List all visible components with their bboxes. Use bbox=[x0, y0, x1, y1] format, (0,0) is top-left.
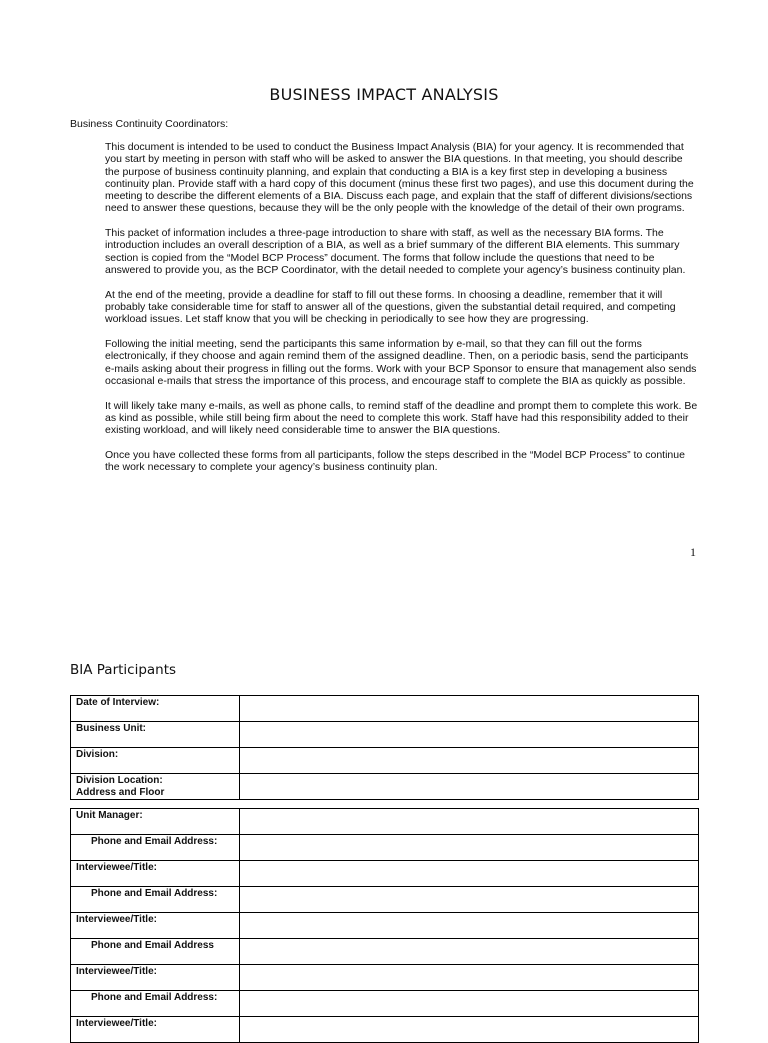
field-value-interviewee-title[interactable] bbox=[240, 965, 699, 991]
paragraph-next-steps: Once you have collected these forms from all participants, follow the steps described in the “Model BCP Process” to continue the work necessary to complete your agency’s business continuity plan. bbox=[105, 448, 685, 474]
addressee-line: Business Continuity Coordinators: bbox=[70, 118, 229, 130]
table-row bbox=[71, 965, 699, 991]
table-row bbox=[71, 939, 699, 965]
paragraph-deadline: At the end of the meeting, provide a deadline for staff to fill out these forms. In choosing a deadline, remember that it will probably take considerable time for staff to answer all of the questions, given the substantial detail required, and competing workload issues. Let staff know that you will be checking in periodically to see how they are progressing. bbox=[105, 288, 676, 326]
table-row bbox=[71, 887, 699, 913]
paragraph-follow-up: Following the initial meeting, send the participants this same information by e-mail, so that they can fill out the forms electronically, if they choose and again remind them of the assigned deadline. Then, on a periodic basis, send the participants e-mails asking about their progress in filling out the forms. Work with your BCP Sponsor to ensure that management also sends occasional e-mails that stress the importance of this process, and encourage staff to complete the BIA as quickly as possible. bbox=[105, 338, 697, 387]
field-label-interviewee-title: Interviewee/Title: bbox=[71, 913, 240, 939]
body-text bbox=[105, 141, 699, 486]
field-value-date-of-interview[interactable] bbox=[240, 696, 699, 722]
field-label-business-unit: Business Unit: bbox=[71, 722, 240, 748]
paragraph-packet-contents: This packet of information includes a three-page introduction to share with staff, as well as the necessary BIA forms. The introduction includes an overall description of a BIA, as well as a brief summary of the different BIA elements. This summary section is copied from the “Model BCP Process” document. The forms that follow include the questions that need to be answered to provide you, as the BCP Coordinator, with the detail needed to complete your agency’s business continuity plan. bbox=[105, 227, 686, 277]
field-label-division-location: Division Location: Address and Floor bbox=[71, 774, 240, 800]
page-number: 1 bbox=[690, 545, 696, 559]
field-label-division: Division: bbox=[71, 748, 240, 774]
field-value-unit-manager[interactable] bbox=[240, 809, 699, 835]
field-label-unit-manager: Unit Manager: bbox=[71, 809, 240, 835]
field-value-phone-email[interactable] bbox=[240, 939, 699, 965]
field-value-phone-email[interactable] bbox=[240, 887, 699, 913]
paragraph-reminders: It will likely take many e-mails, as well as phone calls, to remind staff of the deadline and prompt them to complete this work. Be as kind as possible, while still being firm about the need to complete this work. Staff have had this responsibility added to their existing workload, and will likely need considerable time to answer the BIA questions. bbox=[105, 399, 698, 437]
field-value-phone-email[interactable] bbox=[240, 835, 699, 861]
field-value-interviewee-title[interactable] bbox=[240, 913, 699, 939]
table-row bbox=[71, 696, 699, 722]
section-title: BIA Participants bbox=[70, 662, 177, 678]
field-label-phone-email: Phone and Email Address bbox=[71, 939, 240, 965]
business-unit-table bbox=[70, 695, 699, 800]
table-row bbox=[71, 861, 699, 887]
field-value-phone-email[interactable] bbox=[240, 991, 699, 1017]
field-value-business-unit[interactable] bbox=[240, 722, 699, 748]
document-title: BUSINESS IMPACT ANALYSIS bbox=[269, 85, 499, 104]
table-row bbox=[71, 835, 699, 861]
field-value-interviewee-title[interactable] bbox=[240, 1017, 699, 1043]
field-label-phone-email: Phone and Email Address: bbox=[71, 835, 240, 861]
table-row bbox=[71, 748, 699, 774]
field-value-division[interactable] bbox=[240, 748, 699, 774]
table-row bbox=[71, 809, 699, 835]
participants-table bbox=[70, 808, 699, 1043]
field-label-phone-email: Phone and Email Address: bbox=[71, 887, 240, 913]
field-value-interviewee-title[interactable] bbox=[240, 861, 699, 887]
field-label-date-of-interview: Date of Interview: bbox=[71, 696, 240, 722]
table-row bbox=[71, 722, 699, 748]
field-label-interviewee-title: Interviewee/Title: bbox=[71, 861, 240, 887]
field-value-division-location[interactable] bbox=[240, 774, 699, 800]
table-row bbox=[71, 991, 699, 1017]
table-row bbox=[71, 913, 699, 939]
field-label-interviewee-title: Interviewee/Title: bbox=[71, 965, 240, 991]
paragraph-purpose: This document is intended to be used to conduct the Business Impact Analysis (BIA) for your agency. It is recommended that you start by meeting in person with staff who will be asked to answer the BIA questions. In that meeting, you should describe the purpose of business continuity planning, and explain that conducting a BIA is a key first step in developing a business continuity plan. Provide staff with a hard copy of this document (minus these first two pages), and use this document during the meeting to describe the different elements of a BIA. Discuss each page, and explain that the staff of different divisions/sections need to answer these questions, because they will be the only people with the knowledge of the detail of their own programs. bbox=[105, 141, 694, 215]
field-label-interviewee-title: Interviewee/Title: bbox=[71, 1017, 240, 1043]
table-row bbox=[71, 774, 699, 800]
field-label-phone-email: Phone and Email Address: bbox=[71, 991, 240, 1017]
table-row bbox=[71, 1017, 699, 1043]
